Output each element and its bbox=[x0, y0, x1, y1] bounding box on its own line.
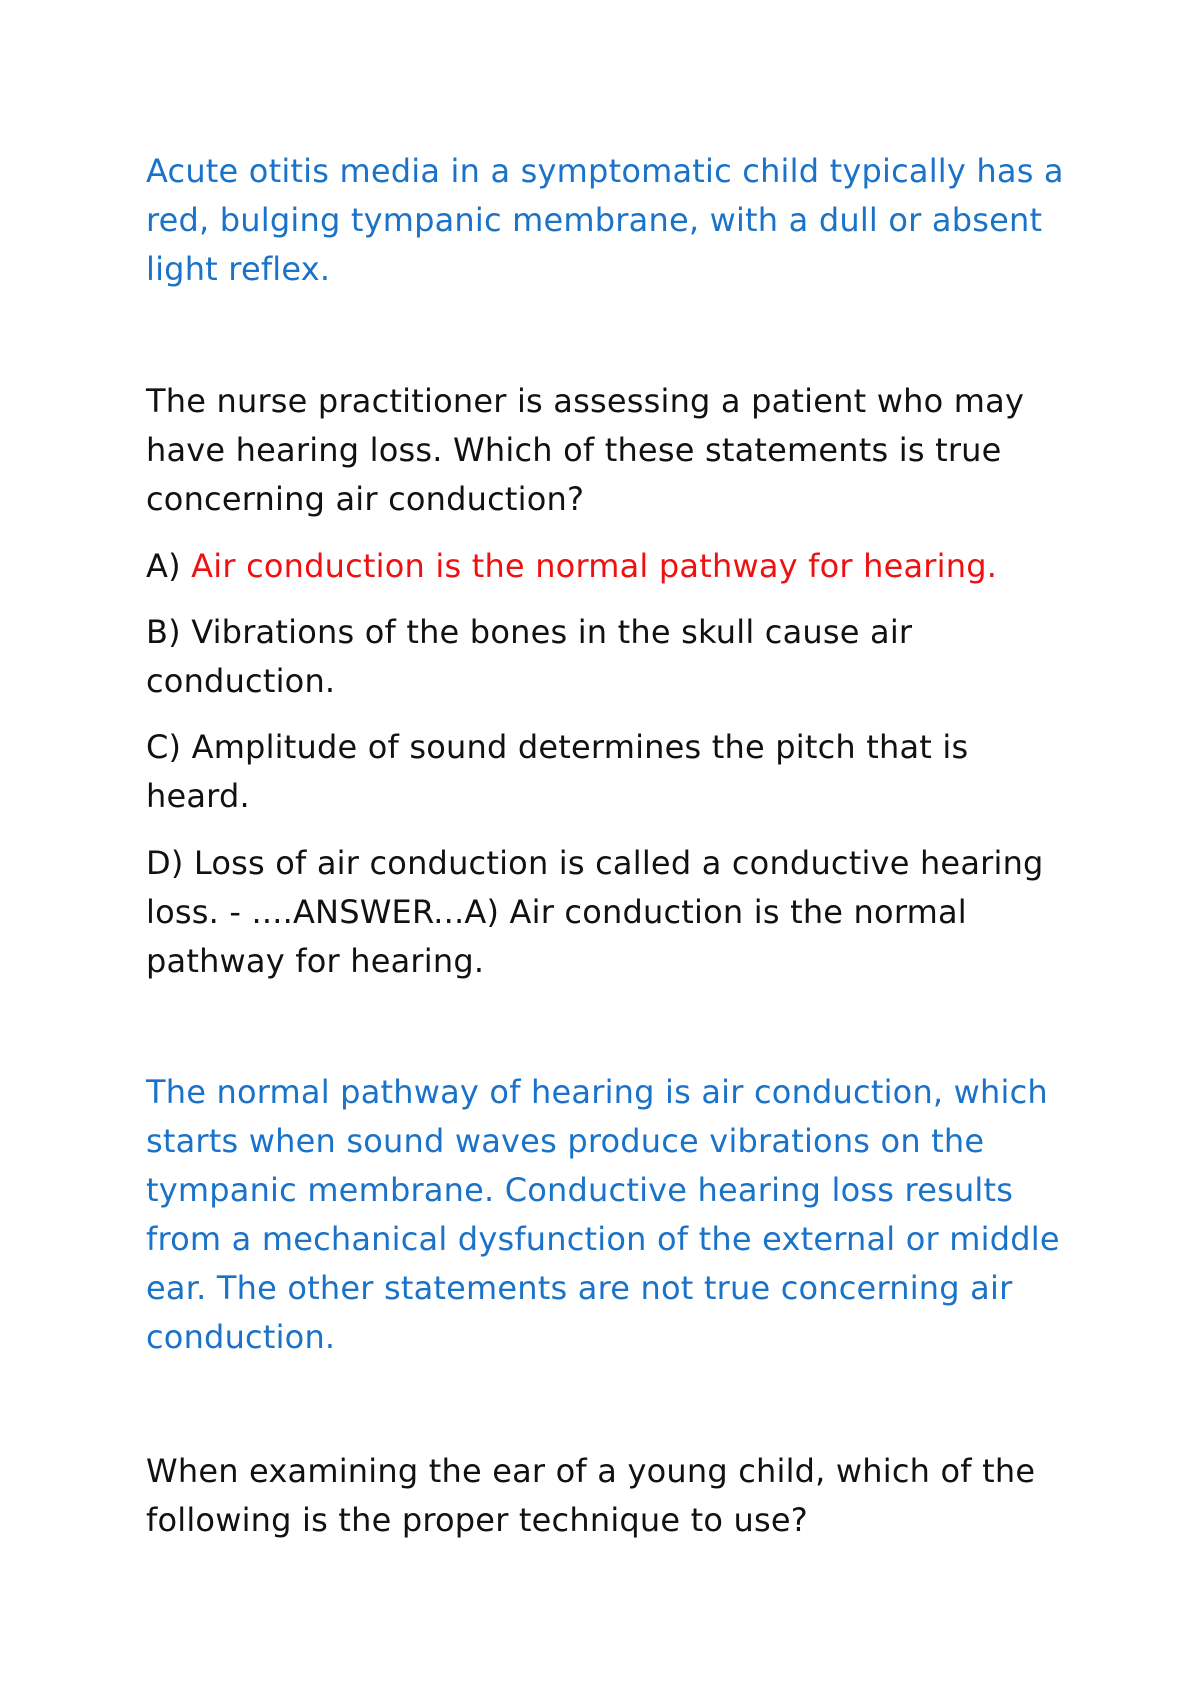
option-b: B) Vibrations of the bones in the skull cause air conduction. bbox=[146, 613, 913, 700]
option-a-correct-text: Air conduction is the normal pathway for hearing. bbox=[191, 547, 998, 585]
question-stem-air-conduction: The nurse practitioner is assessing a patient who may have hearing loss. Which of these statements is true concerning air conduction? bbox=[146, 382, 1025, 518]
question-stem-ear-exam-child: When examining the ear of a young child, which of the following is the proper technique to use? bbox=[146, 1452, 1036, 1539]
option-a bbox=[146, 542, 1076, 591]
explanation-air-conduction: The normal pathway of hearing is air conduction, which starts when sound waves produce vibrations on the tympanic membrane. Conductive hearing loss results from a mechanical dysfunction of the external or middle ear. The other statements are not true concerning air conduction. bbox=[146, 1073, 1060, 1356]
option-c: C) Amplitude of sound determines the pitch that is heard. bbox=[146, 728, 969, 815]
explanation-otitis-media: Acute otitis media in a symptomatic child typically has a red, bulging tympanic membrane, with a dull or absent light reflex. bbox=[146, 152, 1064, 288]
option-a-prefix: A) bbox=[146, 547, 192, 585]
option-d-with-answer: D) Loss of air conduction is called a conductive hearing loss. - ....ANSWER...A) Air conduction is the normal pathway for hearing. bbox=[146, 844, 1044, 980]
